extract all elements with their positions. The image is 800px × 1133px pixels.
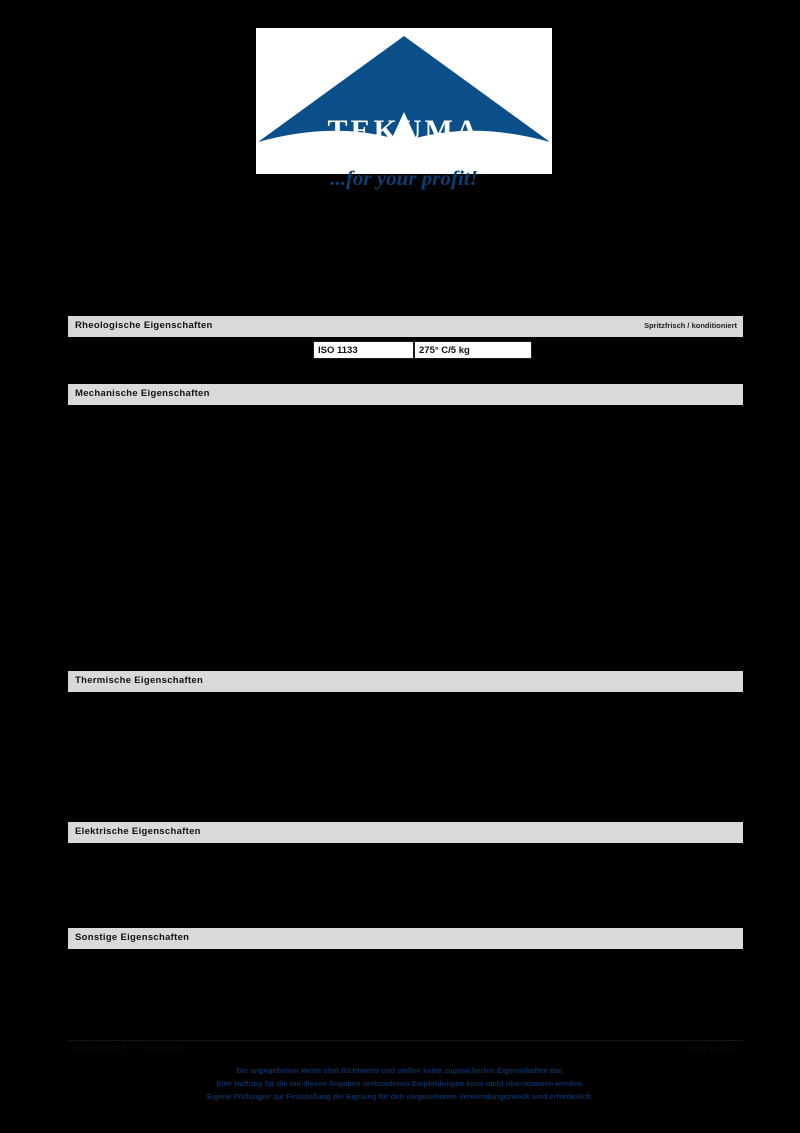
section-header-rheologische <box>68 316 743 337</box>
logo-tagline: ...for your profit! <box>330 166 478 190</box>
footer-divider <box>68 1040 743 1041</box>
section-note: Spritzfrisch / konditioniert <box>644 321 737 330</box>
disclaimer-line-3: Eigene Prüfungen zur Feststellung der Eignung für den vorgesehenen Verwendungszweck sind erforderlich. <box>206 1092 594 1101</box>
company-logo <box>256 28 552 190</box>
section-header-elektrische <box>68 822 743 843</box>
disclaimer-line-2: Eine Haftung für die mit diesen Angaben verbundenen Empfehlungen kann nicht übernommen werden. <box>216 1079 584 1088</box>
footer-separator: | <box>133 1044 136 1053</box>
section-title: Rheologische Eigenschaften <box>75 320 213 331</box>
footer-left <box>70 1044 185 1053</box>
disclaimer-line-1: Die angegebenen Werte sind Richtwerte und stellen keine zugesicherten Eigenschaften dar. <box>236 1066 564 1075</box>
footer-date: Stand: 03/2015 <box>70 1044 127 1053</box>
footer-page-number: Seite 1 von 1 <box>687 1044 736 1053</box>
section-title: Elektrische Eigenschaften <box>75 826 201 837</box>
test-standard-cell: ISO 1133 <box>313 341 414 359</box>
section-header-sonstige <box>68 928 743 949</box>
footer-version: Version 1.0 <box>142 1044 185 1053</box>
section-header-mechanische <box>68 384 743 405</box>
section-header-thermische <box>68 671 743 692</box>
logo-wordmark: TEKUMA <box>327 114 481 147</box>
test-condition-cell: 275° C/5 kg <box>414 341 532 359</box>
section-title: Sonstige Eigenschaften <box>75 932 190 943</box>
section-title: Thermische Eigenschaften <box>75 675 204 686</box>
section-title: Mechanische Eigenschaften <box>75 388 210 399</box>
